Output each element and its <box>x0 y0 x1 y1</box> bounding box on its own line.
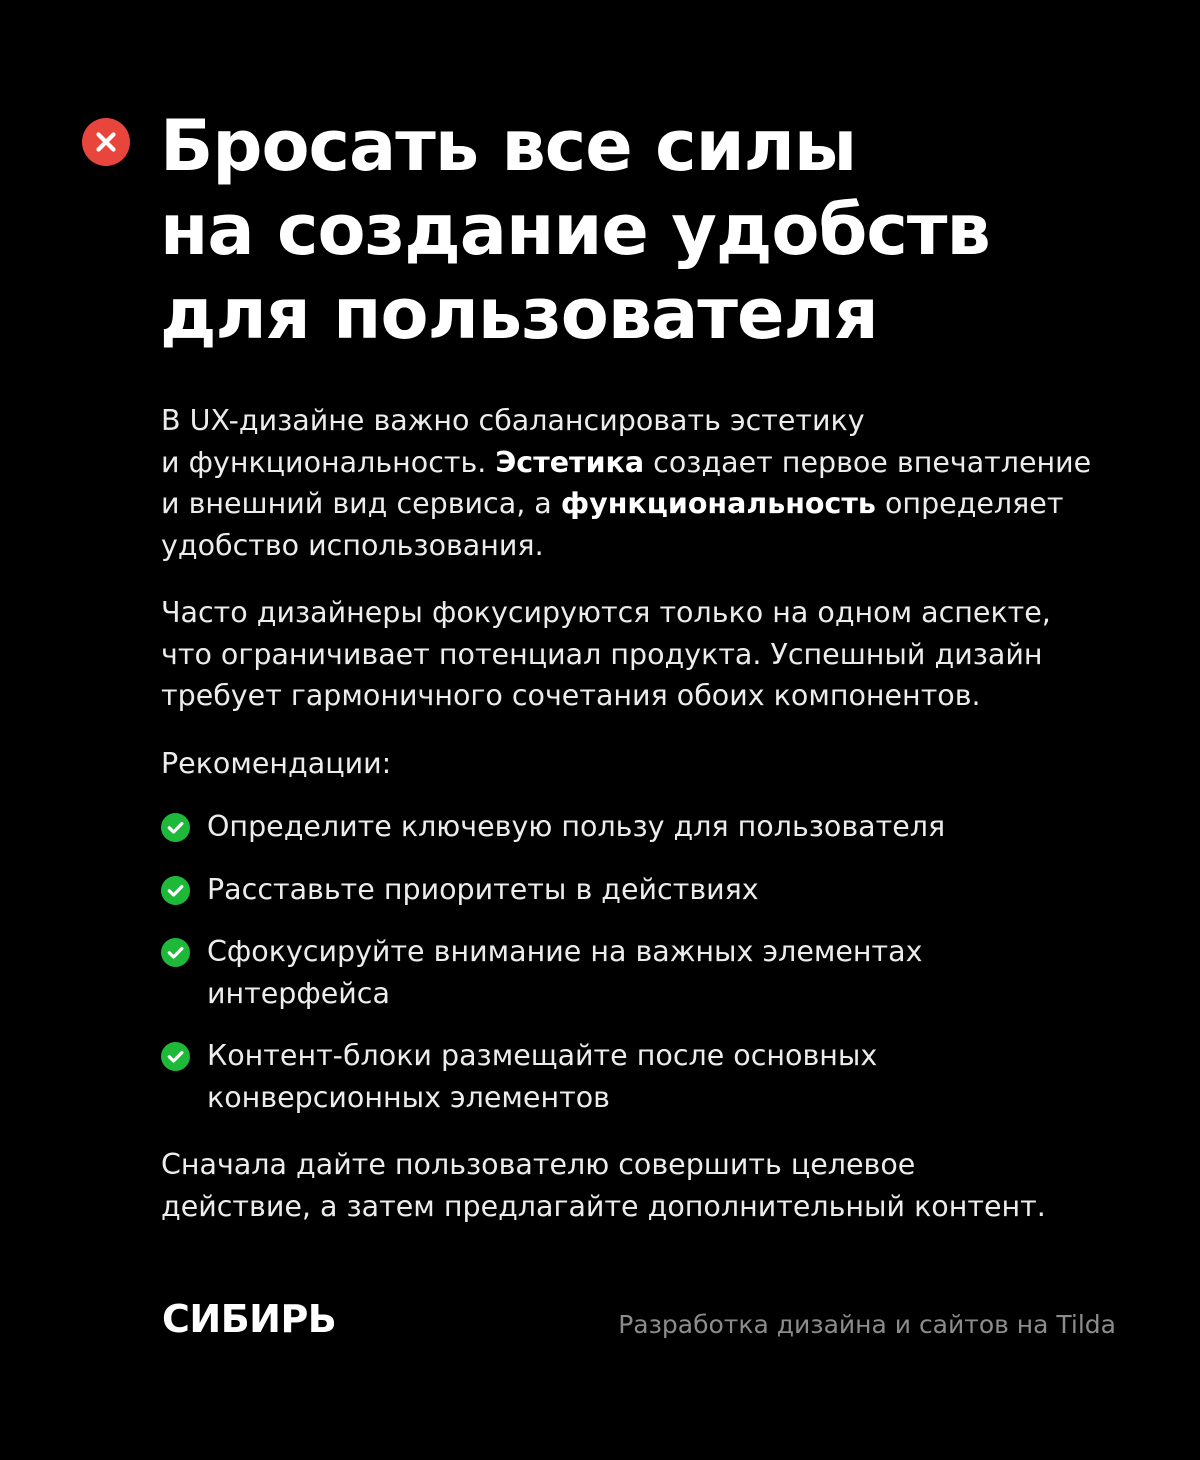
title-line: для пользователя <box>160 273 878 355</box>
check-icon <box>161 813 190 842</box>
list-item <box>161 931 1151 1014</box>
text-fragment: и функциональность. <box>161 445 496 479</box>
close-icon <box>82 118 130 166</box>
text-line: что ограничивает потенциал продукта. Успешный дизайн <box>161 637 1043 671</box>
text-line: В UX-дизайне важно сбалансировать эстетику <box>161 404 865 437</box>
text-line: удобство использования. <box>161 528 544 562</box>
brand-logo: СИБИРЬ <box>162 1297 337 1341</box>
title-line: Бросать все силы <box>160 105 857 187</box>
text-fragment: создает первое впечатление <box>644 445 1092 479</box>
check-icon <box>161 1042 190 1071</box>
text-line: Рекомендации: <box>161 746 392 780</box>
check-icon <box>161 876 190 905</box>
list-item-text: Определите ключевую пользу для пользователя <box>207 810 946 843</box>
list-item <box>161 806 1151 848</box>
text-line: действие, а затем предлагайте дополнительный контент. <box>161 1189 1046 1223</box>
text-line: Сначала дайте пользователю совершить целевое <box>161 1148 916 1181</box>
text-line <box>161 483 1151 525</box>
footer-tagline: Разработка дизайна и сайтов на Tilda <box>618 1310 1116 1339</box>
conclusion-paragraph <box>161 1144 1151 1227</box>
intro-paragraph <box>161 400 1151 566</box>
list-item-text: Расставьте приоритеты в действиях <box>207 872 759 906</box>
list-item-text: конверсионных элементов <box>207 1080 610 1114</box>
list-item <box>161 1035 1151 1118</box>
check-icon <box>161 938 190 967</box>
title-line: на создание удобств <box>160 189 990 271</box>
list-item <box>161 869 1151 911</box>
text-line: Часто дизайнеры фокусируются только на одном аспекте, <box>161 596 1051 629</box>
emphasis-functionality: функциональность <box>560 487 876 520</box>
recommendations-list <box>161 806 1151 1118</box>
list-item-text: Контент-блоки размещайте после основных <box>207 1039 878 1072</box>
article-body <box>161 400 1151 1227</box>
text-fragment: определяет <box>875 487 1064 520</box>
text-fragment: и внешний вид сервиса, а <box>161 487 561 520</box>
recommendations-heading <box>161 743 1151 785</box>
text-line <box>161 442 1151 484</box>
list-item-text: интерфейса <box>207 976 390 1010</box>
page-title <box>160 104 1180 356</box>
emphasis-aesthetics: Эстетика <box>495 445 645 479</box>
text-line: требует гармоничного сочетания обоих компонентов. <box>161 679 981 712</box>
list-item-text: Сфокусируйте внимание на важных элементах <box>207 935 923 968</box>
problem-paragraph <box>161 592 1151 717</box>
